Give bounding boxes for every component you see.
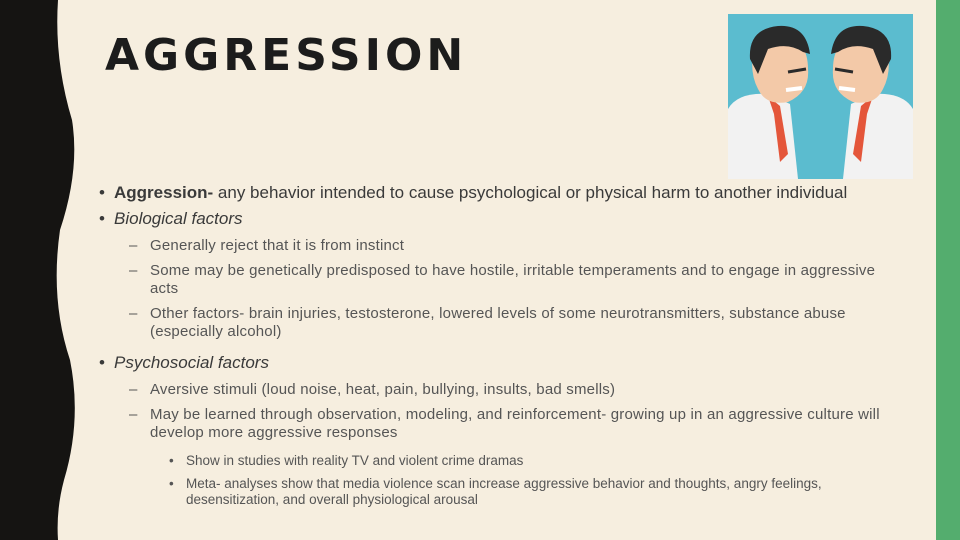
two-businessmen-arguing-illustration xyxy=(728,14,913,179)
bullet-marker: • xyxy=(169,476,174,491)
dash-marker: – xyxy=(129,237,138,254)
dash-marker: – xyxy=(129,406,138,423)
psychosocial-heading: Psychosocial factors xyxy=(114,353,269,372)
dash-marker: – xyxy=(129,381,138,398)
biological-heading: Biological factors xyxy=(114,209,243,228)
list-item: – Generally reject that it is from instinct xyxy=(129,237,405,254)
list-item: – Other factors- brain injuries, testosterone, lowered levels of some neurotransmitters, substance abuse (especially alcohol) xyxy=(129,305,846,340)
bullet-marker: • xyxy=(99,209,105,228)
dash-marker: – xyxy=(129,305,138,322)
bullet-marker: • xyxy=(99,183,105,202)
bullet-marker: • xyxy=(169,453,174,468)
dash-marker: – xyxy=(129,262,138,279)
slide-title: AGGRESSION xyxy=(105,30,468,81)
list-item: – Aversive stimuli (loud noise, heat, pain, bullying, insults, bad smells) xyxy=(129,381,616,398)
left-decorative-border xyxy=(0,0,84,540)
right-accent-bar xyxy=(936,0,960,540)
bullet-marker: • xyxy=(99,353,105,372)
slide-content xyxy=(96,183,906,508)
sub-list-item: • Meta- analyses show that media violence scan increase aggressive behavior and thoughts, angry feelings, desensitization, and overall physiological arousal xyxy=(169,476,822,507)
bullet-psychosocial-factors xyxy=(96,353,906,373)
bullet-biological-factors xyxy=(96,209,906,229)
definition-term: Aggression- xyxy=(114,183,214,202)
list-item: – Some may be genetically predisposed to have hostile, irritable temperaments and to engage in aggressive acts xyxy=(129,262,876,297)
bullet-aggression-definition xyxy=(96,183,906,203)
sub-list-item: • Show in studies with reality TV and violent crime dramas xyxy=(169,453,524,468)
definition-text: any behavior intended to cause psychological or physical harm to another individual xyxy=(213,183,848,202)
list-item: – May be learned through observation, modeling, and reinforcement- growing up in an aggressive culture will develop more aggressive responses xyxy=(129,406,880,441)
